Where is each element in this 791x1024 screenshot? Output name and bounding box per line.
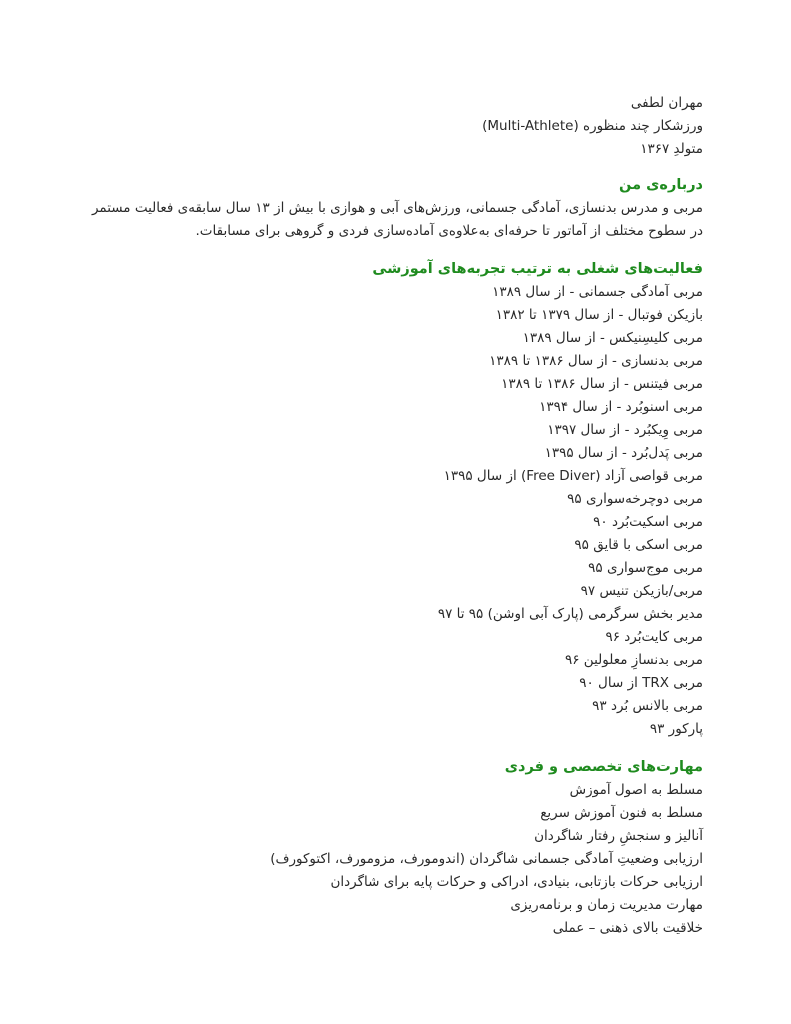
resume-page	[83, 92, 703, 955]
list-item: مربی وِیکبُرد - از سال ۱۳۹۷	[547, 422, 703, 438]
list-item: خلاقیت بالای ذهنی – عملی	[552, 920, 703, 936]
list-item: مربی بدنسازی - از سال ۱۳۸۶ تا ۱۳۸۹	[489, 353, 703, 369]
list-item: مربی پَدل‌بُرد - از سال ۱۳۹۵	[544, 445, 703, 461]
list-item: مربی اسنوبُرد - از سال ۱۳۹۴	[539, 399, 703, 415]
list-item: مربی دوچرخه‌سواری ۹۵	[567, 491, 703, 507]
list-item: مسلط به اصول آموزش	[569, 782, 703, 798]
list-item: مسلط به فنون آموزش سریع	[540, 805, 703, 821]
list-item: مهارت مدیریت زمان و برنامه‌ریزی	[510, 897, 703, 913]
birth-year: متولدِ ۱۳۶۷	[640, 141, 703, 157]
list-item: مربی/بازیکن تنیس ۹۷	[580, 583, 703, 599]
list-item: مربی کلیسِنیکس - از سال ۱۳۸۹	[522, 330, 703, 346]
list-item: مربی اسکیت‌بُرد ۹۰	[593, 514, 703, 530]
about-heading: درباره‌ی من	[619, 177, 703, 193]
activities-heading: فعالیت‌های شغلی به ترتیب تجربه‌های آموزشی	[372, 261, 703, 277]
list-item: مدیر بخش سرگرمی (پارک آبی اوشن) ۹۵ تا ۹۷	[437, 606, 703, 622]
list-item: مربی بالانس بُرد ۹۳	[592, 698, 703, 714]
activities-section	[83, 258, 703, 741]
about-text-line-1: مربی و مدرس بدنسازی، آمادگی جسمانی، ورزش‌های آبی و هوازی با بیش از ۱۳ سال سابقه‌ی فعالیت مستمر	[91, 200, 703, 216]
list-item: پارکور ۹۳	[649, 721, 703, 737]
about-text-line-2: در سطوح مختلف از آماتور تا حرفه‌ای به‌علاوه‌ی آماده‌سازی فردی و گروهی برای مسابقات.	[195, 223, 703, 239]
list-item: مربی آمادگی جسمانی - از سال ۱۳۸۹	[492, 284, 703, 300]
activities-list	[83, 281, 703, 741]
resume-header	[83, 92, 703, 161]
list-item: مربی بدنسازِ معلولین ۹۶	[564, 652, 703, 668]
list-item: مربی TRX از سال ۹۰	[579, 675, 703, 691]
skills-list	[83, 779, 703, 940]
list-item: آنالیز و سنجشِ رفتار شاگردان	[534, 828, 703, 844]
list-item: مربی اسکی با قایق ۹۵	[574, 537, 703, 553]
person-title: ورزشکار چند منظوره (Multi-Athlete)	[482, 118, 703, 134]
list-item: بازیکن فوتبال - از سال ۱۳۷۹ تا ۱۳۸۲	[495, 307, 703, 323]
list-item: مربی فیتنس - از سال ۱۳۸۶ تا ۱۳۸۹	[501, 376, 703, 392]
about-section	[83, 174, 703, 243]
list-item: مربی قواصی آزاد (Free Diver) از سال ۱۳۹۵	[443, 468, 703, 484]
list-item: ارزیابی حرکات بازتابی، بنیادی، ادراکی و حرکات پایه برای شاگردان	[330, 874, 703, 890]
list-item: مربی کایت‌بُرد ۹۶	[605, 629, 703, 645]
list-item: ارزیابی وضعیتِ آمادگی جسمانی شاگردان (اندومورف، مزومورف، اکتوکورف)	[270, 851, 703, 867]
person-name: مهران لطفی	[630, 95, 703, 111]
skills-heading: مهارت‌های تخصصی و فردی	[504, 759, 703, 775]
skills-section	[83, 756, 703, 940]
list-item: مربی موج‌سواری ۹۵	[588, 560, 703, 576]
